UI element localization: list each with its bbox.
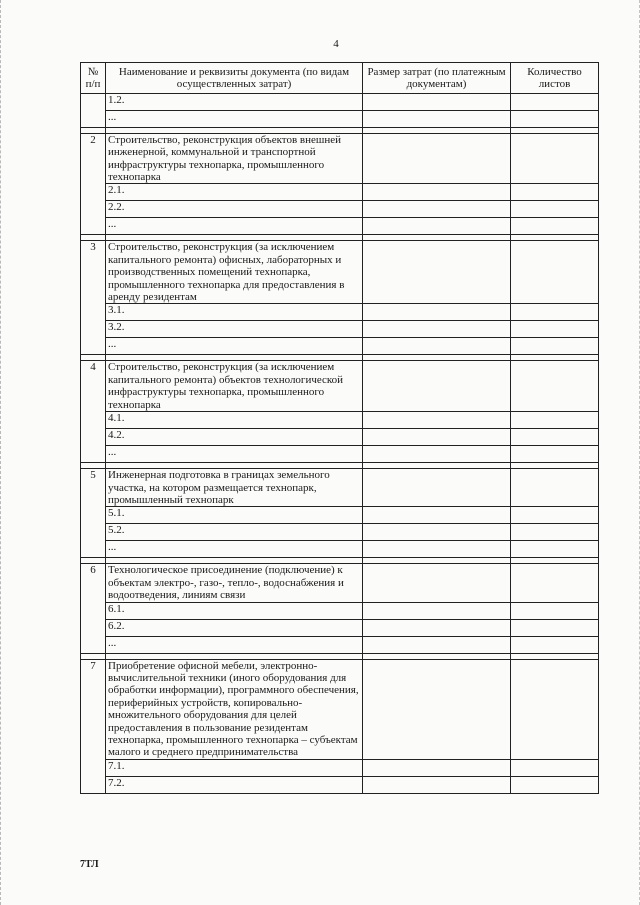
section-num: 3 — [81, 241, 106, 355]
row-label: 7.2. — [106, 776, 363, 793]
section-row — [81, 361, 599, 412]
table-row — [81, 619, 599, 636]
sheets-cell[interactable] — [511, 110, 599, 127]
row-label: ... — [106, 636, 363, 653]
section-num: 7 — [81, 659, 106, 793]
cost-cell[interactable] — [363, 133, 511, 184]
scan-edge-right — [636, 0, 640, 905]
cost-cell[interactable] — [363, 321, 511, 338]
sheets-cell[interactable] — [511, 446, 599, 463]
sheets-cell[interactable] — [511, 619, 599, 636]
section-title: Инженерная подготовка в границах земельного участка, на котором размещается технопарк, промышленный технопарк — [106, 469, 363, 507]
section-num: 4 — [81, 361, 106, 463]
table-row — [81, 446, 599, 463]
section-title: Строительство, реконструкция (за исключением капитального ремонта) объектов технологической инфраструктуры технопарка, промышленного технопарка — [106, 361, 363, 412]
row-label: 5.1. — [106, 507, 363, 524]
sheets-cell[interactable] — [511, 93, 599, 110]
header-num: № п/п — [81, 63, 106, 94]
sheets-cell[interactable] — [511, 776, 599, 793]
page-number: 4 — [333, 38, 339, 50]
sheets-cell[interactable] — [511, 759, 599, 776]
table-row — [81, 184, 599, 201]
cost-cell[interactable] — [363, 524, 511, 541]
table-row — [81, 759, 599, 776]
row-label: 6.2. — [106, 619, 363, 636]
table-row — [81, 636, 599, 653]
sheets-cell[interactable] — [511, 218, 599, 235]
sheets-cell[interactable] — [511, 564, 599, 602]
footer-code: 7ТЛ — [80, 859, 99, 870]
section-title: Приобретение офисной мебели, электронно-вычислительной техники (иного оборудования для обработки информации), программного обеспечения, периферийных устройств, копировально-множительного оборудования для целей предоставления в пользование резидентам технопарка, промышленного технопарка – субъектам малого и среднего предпринимательства — [106, 659, 363, 759]
cost-cell[interactable] — [363, 759, 511, 776]
section-row — [81, 659, 599, 759]
section-row — [81, 564, 599, 602]
table-row — [81, 338, 599, 355]
header-name: Наименование и реквизиты документа (по видам осуществленных затрат) — [106, 63, 363, 94]
scan-edge-left — [0, 0, 4, 905]
sheets-cell[interactable] — [511, 636, 599, 653]
cost-cell[interactable] — [363, 338, 511, 355]
sheets-cell[interactable] — [511, 659, 599, 759]
row-label: ... — [106, 218, 363, 235]
cost-cell[interactable] — [363, 541, 511, 558]
expense-documents-table — [80, 62, 599, 794]
cost-cell[interactable] — [363, 184, 511, 201]
sheets-cell[interactable] — [511, 304, 599, 321]
cost-cell[interactable] — [363, 304, 511, 321]
table-row — [81, 524, 599, 541]
sheets-cell[interactable] — [511, 133, 599, 184]
row-label: ... — [106, 446, 363, 463]
row-label: ... — [106, 338, 363, 355]
section-row — [81, 133, 599, 184]
cost-cell[interactable] — [363, 602, 511, 619]
cost-cell[interactable] — [363, 93, 511, 110]
table-row — [81, 304, 599, 321]
cost-cell[interactable] — [363, 507, 511, 524]
section-title: Строительство, реконструкция (за исключением капитального ремонта) офисных, лабораторных и производственных помещений технопарка, промышленного технопарка для предоставления в аренду резидентам — [106, 241, 363, 304]
cost-cell[interactable] — [363, 659, 511, 759]
row-label: ... — [106, 110, 363, 127]
section-num: 2 — [81, 133, 106, 235]
row-label: 6.1. — [106, 602, 363, 619]
sheets-cell[interactable] — [511, 338, 599, 355]
cost-cell[interactable] — [363, 361, 511, 412]
sheets-cell[interactable] — [511, 524, 599, 541]
row-label: 1.2. — [106, 93, 363, 110]
table-body — [81, 93, 599, 793]
section-row — [81, 241, 599, 304]
table-row — [81, 218, 599, 235]
row-label: 2.2. — [106, 201, 363, 218]
section-row — [81, 469, 599, 507]
cost-cell[interactable] — [363, 412, 511, 429]
row-label: 3.1. — [106, 304, 363, 321]
section-num: 6 — [81, 564, 106, 653]
table-row — [81, 507, 599, 524]
table-row — [81, 429, 599, 446]
table-row — [81, 321, 599, 338]
cost-cell[interactable] — [363, 619, 511, 636]
row-label: 4.2. — [106, 429, 363, 446]
header-cost: Размер затрат (по платежным документам) — [363, 63, 511, 94]
sheets-cell[interactable] — [511, 469, 599, 507]
cost-cell[interactable] — [363, 110, 511, 127]
row-label: 5.2. — [106, 524, 363, 541]
header-sheets: Количество листов — [511, 63, 599, 94]
row-label: 2.1. — [106, 184, 363, 201]
section-title: Технологическое присоединение (подключение) к объектам электро-, газо-, тепло-, водоснабжения и водоотведения, линиям связи — [106, 564, 363, 602]
sheets-cell[interactable] — [511, 361, 599, 412]
row-num — [81, 93, 106, 127]
sheets-cell[interactable] — [511, 201, 599, 218]
cost-cell[interactable] — [363, 446, 511, 463]
sheets-cell[interactable] — [511, 507, 599, 524]
sheets-cell[interactable] — [511, 602, 599, 619]
cost-cell[interactable] — [363, 636, 511, 653]
cost-cell[interactable] — [363, 201, 511, 218]
row-label: 3.2. — [106, 321, 363, 338]
sheets-cell[interactable] — [511, 184, 599, 201]
table-row — [81, 776, 599, 793]
table-row — [81, 412, 599, 429]
sheets-cell[interactable] — [511, 412, 599, 429]
table-header-row — [81, 63, 599, 94]
row-label: ... — [106, 541, 363, 558]
row-label: 7.1. — [106, 759, 363, 776]
sheets-cell[interactable] — [511, 241, 599, 304]
cost-cell[interactable] — [363, 776, 511, 793]
cost-cell[interactable] — [363, 218, 511, 235]
section-num: 5 — [81, 469, 106, 558]
table-row — [81, 201, 599, 218]
section-title: Строительство, реконструкция объектов внешней инженерной, коммунальной и транспортной инфраструктуры технопарка, промышленного технопарка — [106, 133, 363, 184]
cost-cell[interactable] — [363, 241, 511, 304]
table-row — [81, 110, 599, 127]
table-row — [81, 602, 599, 619]
table-row — [81, 541, 599, 558]
sheets-cell[interactable] — [511, 429, 599, 446]
sheets-cell[interactable] — [511, 541, 599, 558]
cost-cell[interactable] — [363, 429, 511, 446]
row-label: 4.1. — [106, 412, 363, 429]
sheets-cell[interactable] — [511, 321, 599, 338]
cost-cell[interactable] — [363, 564, 511, 602]
table-row — [81, 93, 599, 110]
cost-cell[interactable] — [363, 469, 511, 507]
